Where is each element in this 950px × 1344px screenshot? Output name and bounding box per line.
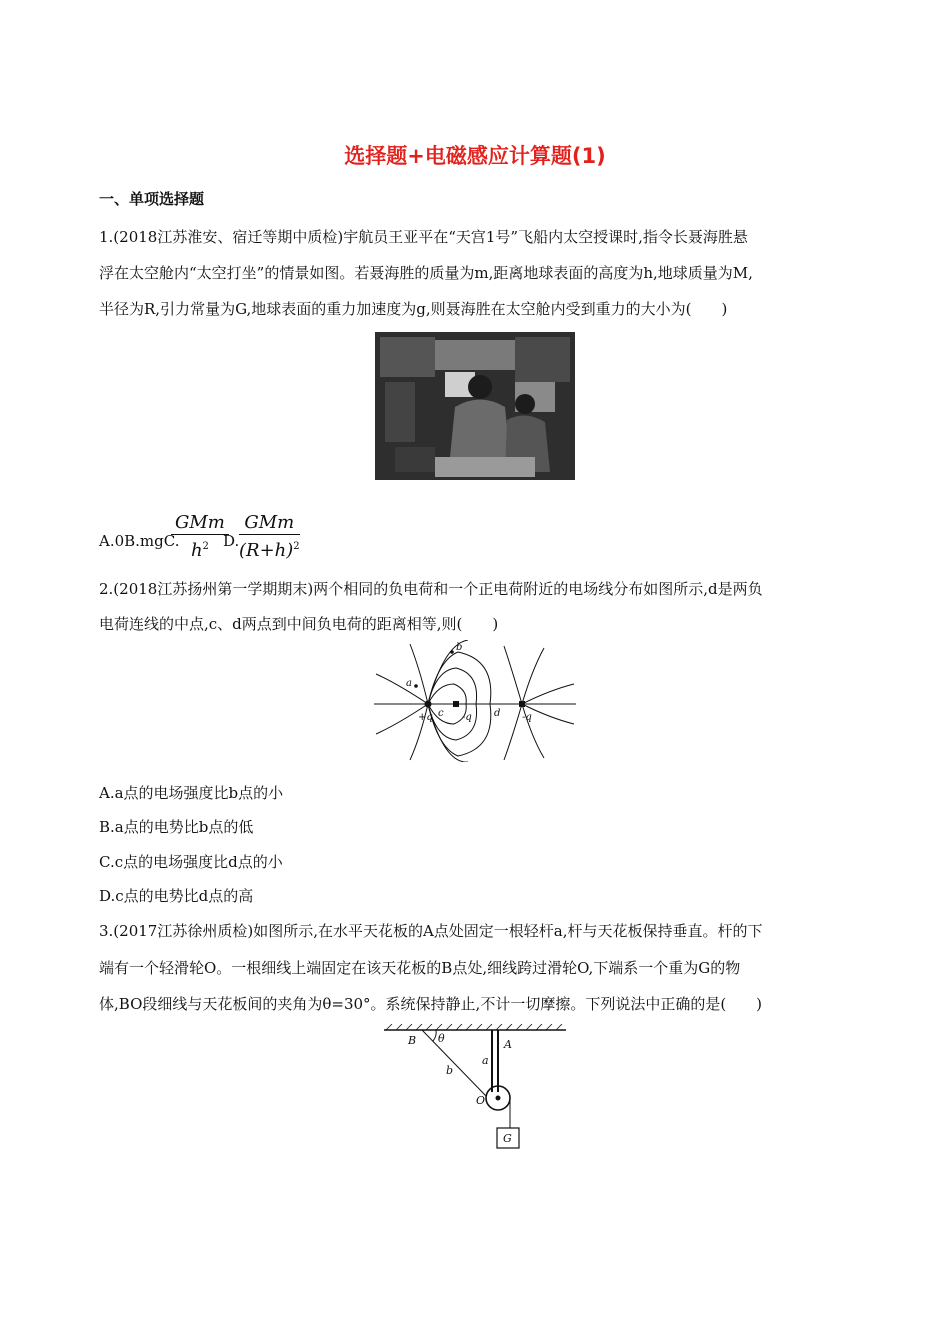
q1-option-d-label: D.	[223, 532, 240, 550]
middle-negative-charge	[453, 701, 459, 707]
pulley-diagram	[380, 1024, 570, 1152]
label-a: a	[406, 678, 412, 689]
label-rod-a: a	[482, 1054, 489, 1067]
label-string-b: b	[446, 1064, 454, 1077]
label-theta: θ	[438, 1032, 445, 1045]
label-A: A	[504, 1038, 512, 1051]
frac-d-numerator: GMm	[244, 512, 295, 533]
label-plus-q: +q	[418, 712, 433, 723]
option-c-fraction	[171, 512, 229, 563]
q3-line-1: 3.(2017江苏徐州质检)如图所示,在水平天花板的A点处固定一根轻杆a,杆与天花板保持垂直。杆的下	[99, 922, 763, 940]
label-c: c	[438, 708, 444, 719]
q2-option-d: D.c点的电势比d点的高	[99, 887, 254, 905]
q1-options-ab: A.0B.mgC.	[99, 532, 180, 550]
q2-option-c: C.c点的电场强度比d点的小	[99, 853, 283, 871]
label-b: b	[456, 642, 463, 653]
page-title: 选择题+电磁感应计算题(1)	[344, 144, 606, 168]
label-minus-q-right: -q	[522, 712, 532, 723]
q1-line-3: 半径为R,引力常量为G,地球表面的重力加速度为g,则聂海胜在太空舱内受到重力的大小为( )	[99, 300, 728, 318]
frac-d-denominator: (R+h)	[239, 540, 294, 561]
frac-c-numerator: GMm	[175, 512, 225, 533]
frac-d-exponent: 2	[293, 541, 300, 552]
frac-c-exponent: 2	[202, 541, 209, 552]
right-negative-charge	[519, 701, 525, 707]
q1-line-1: 1.(2018江苏淮安、宿迁等期中质检)宇航员王亚平在“天宫1号”飞船内太空授课时,指令长聂海胜悬	[99, 228, 748, 246]
option-d-fraction	[239, 512, 300, 563]
label-B: B	[408, 1034, 417, 1047]
label-minus-q-middle: -q	[462, 712, 472, 723]
q2-line-2: 电荷连线的中点,c、d两点到中间负电荷的距离相等,则( )	[99, 615, 499, 633]
q2-option-a: A.a点的电场强度比b点的小	[99, 784, 284, 802]
q2-line-1: 2.(2018江苏扬州第一学期期末)两个相同的负电荷和一个正电荷附近的电场线分布如图所示,d是两负	[99, 580, 763, 598]
astronaut-photo	[375, 332, 575, 480]
q3-line-3: 体,BO段细线与天花板间的夹角为θ=30°。系统保持静止,不计一切摩擦。下列说法中正确的是( )	[99, 995, 763, 1013]
label-d: d	[494, 708, 501, 719]
section-heading: 一、单项选择题	[99, 190, 205, 208]
q3-line-2: 端有一个轻滑轮O。一根细线上端固定在该天花板的B点处,细线跨过滑轮O,下端系一个重为G的物	[99, 959, 741, 977]
q2-option-b: B.a点的电势比b点的低	[99, 818, 254, 836]
q1-line-2: 浮在太空舱内“太空打坐”的情景如图。若聂海胜的质量为m,距离地球表面的高度为h,地球质量为M,	[99, 264, 753, 282]
label-G: G	[503, 1132, 512, 1145]
electric-field-diagram	[372, 640, 578, 762]
positive-charge	[425, 701, 432, 708]
frac-c-denominator: h	[190, 540, 203, 561]
label-O: O	[476, 1094, 486, 1107]
